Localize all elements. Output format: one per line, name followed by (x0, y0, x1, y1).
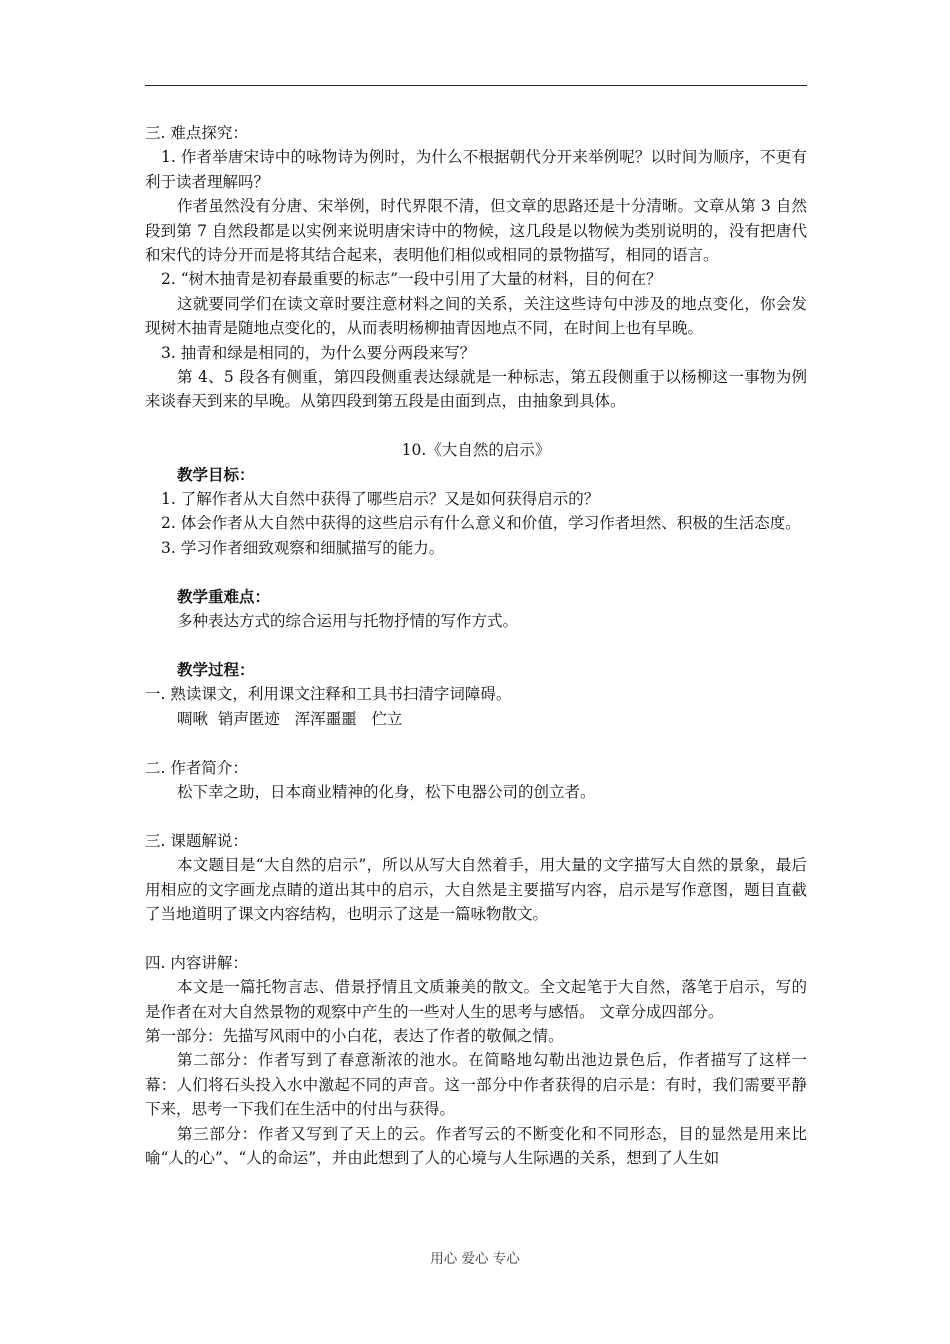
answer-2: 这就要同学们在读文章时要注意材料之间的关系，关注这些诗句中涉及的地点变化，你会发现树木抽青是随地点变化的，从而表明杨柳抽青因地点不同，在时间上也有早晚。 (145, 294, 807, 338)
question-1: 1. 作者举唐宋诗中的咏物诗为例时，为什么不根据朝代分开来举例呢？以时间为顺序，不更有利于读者理解吗？ (145, 148, 807, 191)
goal-2: 2. 体会作者从大自然中获得的这些启示有什么意义和价值，学习作者坦然、积极的生活态度。 (161, 514, 801, 533)
document-body (145, 121, 807, 1170)
answer-1: 作者虽然没有分唐、宋举例，时代界限不清，但文章的思路还是十分清晰。文章从第 3 自然段到第 7 自然段都是以实例来说明唐宋诗中的物候，这几段是以物候为类别说明的，没有把唐代和宋代的诗分开而是将其结合起来，表明他们相似或相同的景物描写，相同的语言。 (145, 197, 807, 265)
vocabulary-words: 啁啾 销声匿迹 浑浑噩噩 伫立 (177, 709, 403, 728)
step-1-title: 一. 熟读课文，利用课文注释和工具书扫清字词障碍。 (145, 685, 512, 704)
question-2: 2. “树木抽青是初春最重要的标志”一段中引用了大量的材料，目的何在？ (161, 270, 662, 289)
page-footer: 用心 爱心 专心 (430, 1251, 520, 1267)
key-points-heading: 教学重难点： (177, 586, 271, 606)
answer-3: 第 4、5 段各有侧重，第四段侧重表达绿就是一种标志，第五段侧重于以杨柳这一事物为例来谈春天到来的早晚。从第四段到第五段是由面到点，由抽象到具体。 (145, 368, 807, 411)
key-points-text: 多种表达方式的综合运用与托物抒情的写作方式。 (177, 612, 519, 631)
goal-1: 1. 了解作者从大自然中获得了哪些启示？又是如何获得启示的？ (161, 490, 600, 509)
step-3-title: 三. 课题解说： (145, 831, 248, 850)
step-2-title: 二. 作者简介： (145, 758, 248, 777)
lesson-title: 10.《大自然的启示》 (401, 441, 551, 460)
content-paragraph-2: 第一部分：先描写风雨中的小白花，表达了作者的敬佩之情。 (145, 1026, 564, 1045)
content-paragraph-4: 第三部分：作者又写到了天上的云。作者写云的不断变化和不同形态，目的显然是用来比喻“人的心”、“人的命运”，并由此想到了人的心境与人生际遇的关系，想到了人生如 (145, 1124, 807, 1167)
goals-heading: 教学目标： (177, 464, 255, 484)
content-paragraph-3: 第二部分：作者写到了春意渐浓的池水。在简略地勾勒出池边景色后，作者描写了这样一幕：人们将石头投入水中激起不同的声音。这一部分中作者获得的启示是：有时，我们需要平静下来，思考一下我们在生活中的付出与获得。 (145, 1051, 807, 1119)
title-explanation: 本文题目是“大自然的启示”，所以从写大自然着手，用大量的文字描写大自然的景象，最后用相应的文字画龙点睛的道出其中的启示，大自然是主要描写内容，启示是写作意图，题目直截了当地道明了课文内容结构，也明示了这是一篇咏物散文。 (145, 856, 807, 923)
content-paragraph-1: 本文是一篇托物言志、借景抒情且文质兼美的散文。全文起笔于大自然，落笔于启示，写的是作者在对大自然景物的观察中产生的一些对人生的思考与感悟。 文章分成四部分。 (145, 978, 807, 1021)
question-3: 3. 抽青和绿是相同的，为什么要分两段来写？ (161, 343, 476, 362)
process-heading: 教学过程： (177, 659, 255, 679)
header-rule (145, 85, 807, 86)
goal-3: 3. 学习作者细致观察和细腻描写的能力。 (161, 538, 445, 557)
section-heading: 三. 难点探究： (145, 124, 248, 142)
step-4-title: 四. 内容讲解： (145, 953, 248, 972)
author-intro: 松下幸之助，日本商业精神的化身，松下电器公司的创立者。 (177, 782, 596, 801)
